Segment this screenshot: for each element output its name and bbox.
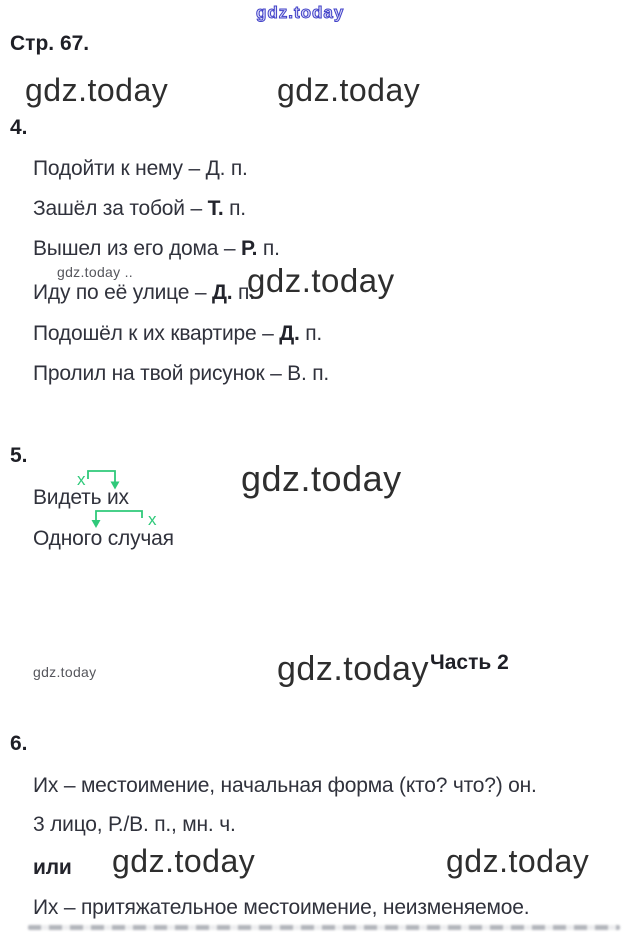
line-text: Подойти к нему – Д. п. [33,157,248,180]
exercise6-number: 6. [10,732,28,755]
exercise6-line: 3 лицо, Р./В. п., мн. ч. [33,813,236,836]
line-text: Вышел из его дома – [33,237,241,260]
watermark-gdz: gdz.today [247,262,395,299]
watermark-gdz-small: gdz.today .. [57,264,133,280]
exercise5-line: Одного случая [33,527,174,550]
cutoff-text-strip [28,925,620,930]
watermark-gdz: gdz.today [446,843,590,879]
line-text: Подошёл к их квартире – [33,322,280,345]
head-word-marker: х [77,470,86,489]
watermark-gdz: gdz.today [277,72,421,108]
case-label: Д. [279,322,300,345]
page-heading: Стр. 67. [10,32,90,55]
exercise6-line: Их – местоимение, начальная форма (кто? что?) он. [33,774,537,797]
exercise4-number: 4. [10,116,28,139]
exercise4-line [33,281,255,305]
exercise4-line [33,237,280,261]
exercise6-line: Их – притяжательное местоимение, неизменяемое. [33,896,530,919]
watermark-gdz: gdz.today [277,650,429,688]
case-label: Т. [207,197,224,220]
watermark-gdz: gdz.today [112,843,256,879]
exercise5-line: Видеть их [33,486,129,509]
or-label: или [33,856,72,879]
line-text: п. [223,197,246,220]
watermark-gdz: gdz.today [241,458,402,499]
exercise4-line [33,362,329,386]
part-label: Часть 2 [430,651,509,674]
left-down-arrow-icon [90,507,148,529]
watermark-gdz-small: gdz.today [33,664,97,680]
line-text: Иду по её улице – [33,281,213,304]
exercise5-number: 5. [10,444,28,467]
case-label: Д. [212,281,233,304]
line-text: Пролил на твой рисунок – В. п. [33,362,330,385]
dependency-arrow-annotation [90,507,157,529]
line-text: п. [257,237,280,260]
exercise4-line [33,322,322,346]
exercise4-line [33,197,246,221]
line-text: п. [232,281,255,304]
exercise4-line [33,157,248,181]
line-text: Зашёл за тобой – [33,197,208,220]
watermark-blue-top: gdz.today [256,3,345,22]
line-text: п. [299,322,323,345]
head-word-marker: х [148,510,157,529]
watermark-gdz: gdz.today [25,72,169,108]
case-label: Р. [241,237,258,260]
